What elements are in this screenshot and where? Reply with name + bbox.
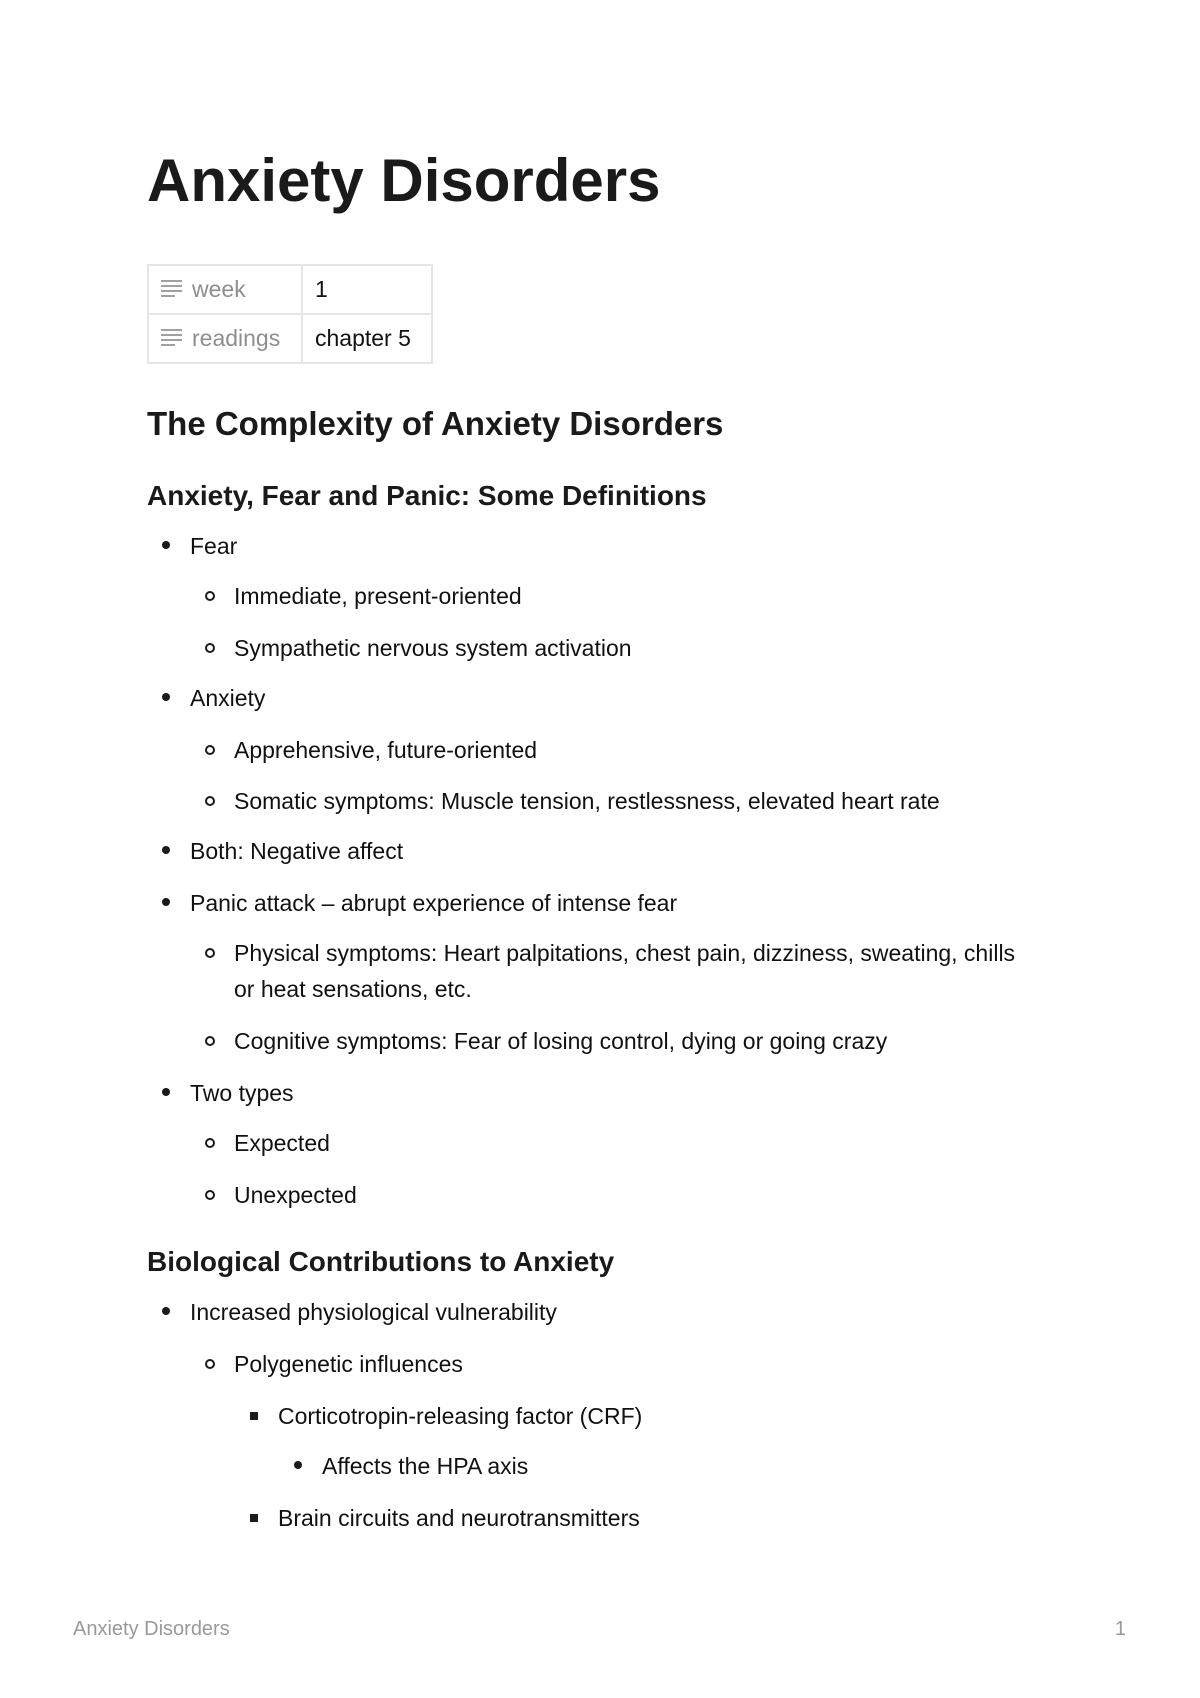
list-item: Expected [234,1125,330,1161]
list-item: Brain circuits and neurotransmitters [278,1500,640,1536]
bullet-circle-icon [205,591,215,601]
bullet-circle-icon [205,796,215,806]
bullet-disc-icon [162,846,170,854]
bullet-disc-icon [162,693,170,701]
text-lines-icon [161,280,182,297]
heading-biological: Biological Contributions to Anxiety [147,1246,615,1277]
bullet-circle-icon [205,948,215,958]
list-item: Immediate, present-oriented [234,578,522,614]
list-item: Physical symptoms: Heart palpitations, chest pain, dizziness, sweating, chills or heat sensations, etc. [234,935,1015,1007]
list-item: Affects the HPA axis [322,1448,528,1484]
bullet-disc-icon [294,1461,302,1469]
bullet-disc-icon [162,1088,170,1096]
properties-table [147,264,433,364]
bullet-disc-icon [162,541,170,549]
bullet-circle-icon [205,643,215,653]
list-item: Sympathetic nervous system activation [234,630,632,666]
heading-definitions: Anxiety, Fear and Panic: Some Definitions [147,480,707,511]
list-item: Apprehensive, future-oriented [234,732,537,768]
heading-complexity: The Complexity of Anxiety Disorders [147,405,724,442]
list-item: Two types [190,1075,294,1111]
bullet-circle-icon [205,1359,215,1369]
bullet-circle-icon [205,1036,215,1046]
bullet-circle-icon [205,1190,215,1200]
list-item: Polygenetic influences [234,1346,463,1382]
list-item: Somatic symptoms: Muscle tension, restlessness, elevated heart rate [234,783,940,819]
property-row-week [148,265,432,314]
list-item: Unexpected [234,1177,357,1213]
text-lines-icon [161,329,182,346]
footer-title: Anxiety Disorders [73,1618,230,1640]
bullet-circle-icon [205,1138,215,1148]
property-key-readings [148,314,302,363]
footer-page-number: 1 [1114,1618,1126,1640]
property-key-label: readings [192,325,281,351]
bullet-square-icon [250,1412,258,1420]
property-key-label: week [192,276,246,302]
list-item: Fear [190,528,237,564]
bullet-disc-icon [162,898,170,906]
bullet-square-icon [250,1514,258,1522]
list-item: Cognitive symptoms: Fear of losing control, dying or going crazy [234,1023,887,1059]
bullet-disc-icon [162,1307,170,1315]
page-title: Anxiety Disorders [147,147,661,214]
property-key-week [148,265,302,314]
list-item: Panic attack – abrupt experience of intense fear [190,885,677,921]
list-item: Increased physiological vulnerability [190,1294,557,1330]
property-value-week[interactable]: 1 [302,265,432,314]
list-item: Anxiety [190,680,265,716]
property-row-readings [148,314,432,363]
bullet-circle-icon [205,745,215,755]
list-item: Corticotropin-releasing factor (CRF) [278,1398,642,1434]
list-item: Both: Negative affect [190,833,403,869]
property-value-readings[interactable]: chapter 5 [302,314,432,363]
